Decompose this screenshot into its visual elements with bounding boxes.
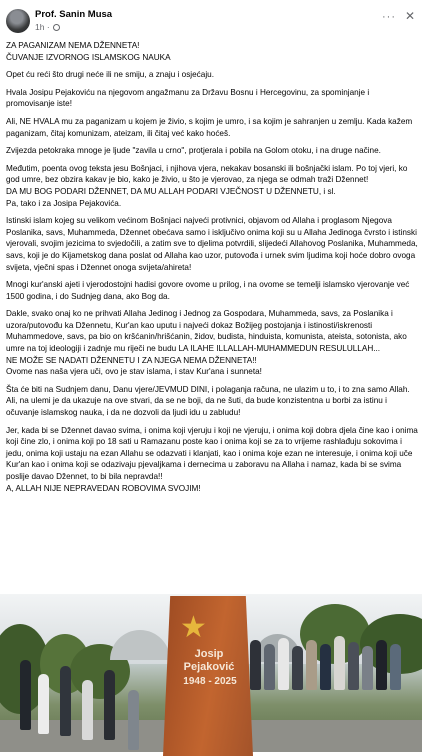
post-body	[6, 40, 418, 500]
globe-icon	[53, 24, 60, 31]
more-options-button[interactable]: ···	[382, 11, 396, 23]
post-paragraph: Međutim, poenta ovog teksta jesu Bošnjaci, i njihova vjera, nekakav bosanski ili bošnjački islam. Po toj vjeri, ko god umre, bez obzira kakav je bio, kako je živio, u što je vjerovao, za njega se odmah traži Džennet! DA MU BOG PODARI DŽENNET, DA MU ALLAH PODARI VJEČNOST U DŽENNETU, i sl. Pa, tako i za Josipa Pejakovića.	[6, 163, 408, 208]
post-time[interactable]: 1h	[35, 22, 45, 32]
post-paragraph: Dakle, svako onaj ko ne prihvati Allaha Jedinog i Jednog za Gospodara, Muhammeda, savs, za Poslanika i uzora/putovođu ka Džennetu, Kur'an kao uputu i najveći dokaz Božijeg postojanja i istinosti/iskrenosti Muhammedove, savs, pa bio on kršćanin/hrišćanin, židov, budista, hinduista, komunista, ateista, sotonista, ako umre na toj ideologiji i zadnje mu riječi ne budu LA ILAHE ILLALLAH-MUHAMMEDUN RESULULLAH... NE MOŽE SE NADATI DŽENNETU I ZA NJEGA NEMA DŽENNETA!! Ovome nas naša vjera uči, ovo je stav islama, i stav Kur'ana i sunneta!	[6, 309, 407, 377]
close-button[interactable]: ✕	[404, 9, 415, 23]
coffin-years: 1948 - 2025	[183, 676, 237, 687]
star-icon: ★	[180, 611, 207, 644]
post-paragraph: Jer, kada bi se Džennet davao svima, i onima koji vjeruju i koji ne vjeruju, i onima koji dobra djela čine kao i onima koji čine zlo, i onima koji po 18 sati u Ramazanu poste kao i onima koji se za to vrijeme rashlađuju sokovima i jedu, onima koji ustaju na ezan Allahu se odazvati i klanjati, kao i onima koje ezan ne interesuje, i onima koji uče Kur'an kao i onima koji se odazivaju pjevaljkama i dernecima u zaboravu na Allaha i namaz, kada bi se svima poslije davao Džennet, to bi bila nepravda!! A, ALLAH NIJE NEPRAVEDAN ROBOVIMA SVOJIM!	[6, 425, 418, 493]
post-header	[0, 0, 422, 40]
author-name[interactable]: Prof. Sanin Musa	[35, 9, 113, 20]
post-paragraph: Ali, NE HVALA mu za paganizam u kojem je živio, s kojim je umro, i sa kojim je sahranjen u zemlju. Kada kažem paganizam, čitaj komunizam, ateizam, ili čitaj već kako hoćeš.	[6, 116, 413, 138]
post-paragraph: Šta će biti na Sudnjem danu, Danu vjere/JEVMUD DINI, i polaganja računa, ne ulazim u to, i to zna samo Allah. Ali, na ulemi je da ukazuje na ove stvari, da se ne boji, da ne šuti, da bude konzistentna u borbi za istinu i očuvanje islamskog nauka, i da ne dozvoli da ljudi idu u zabludu!	[6, 384, 410, 418]
post-paragraph: Istinski islam kojeg su velikom većinom Bošnjaci najveći protivnici, objavom od Allaha i proglasom Njegova Poslanika, savs, Muhammeda, Džennet obećava samo i isključivo onima koji su u Allaha Jedinoga čvrsto i istinski vjerovali, svojim jezicima to svjedočili, a zatim sve to djelima potvrdili, slijedeći Allahovog Poslanika, Muhammeda, savs, koji je do Kijametskog dana poslat od Allaha kao uzor, putovođa i urnek svim ljudima koji hoće dobro ovoga svijeta, vječni spas i Džennet onoga svijeta/ahireta!	[6, 216, 418, 272]
post-paragraph: Hvala Josipu Pejakoviću na njegovom angažmanu za Državu Bosnu i Hercegovinu, za spominjanje i promovisanje iste!	[6, 87, 370, 109]
post-paragraph: Zvijezda petokraka mnoge je ljude "zavila u crno", protjerala i pobila na Golom otoku, i na druge načine.	[6, 146, 381, 156]
avatar[interactable]	[6, 9, 30, 33]
coffin-name: Josip Pejaković	[183, 648, 235, 673]
post-paragraph: ZA PAGANIZAM NEMA DŽENNETA! ČUVANJE IZVORNOG ISLAMSKOG NAUKA	[6, 41, 171, 62]
post-meta: 1h ·	[35, 22, 60, 32]
post-paragraph: Opet ću reći što drugi neće ili ne smiju, a znaju i osjećaju.	[6, 70, 214, 80]
post-paragraph: Mnogi kur'anski ajeti i vjerodostojni hadisi govore ovome u prilog, i na ovome se temelji islamsko vjerovanje već 1500 godina, i do Sudnjeg dana, ako Bog da.	[6, 280, 410, 301]
